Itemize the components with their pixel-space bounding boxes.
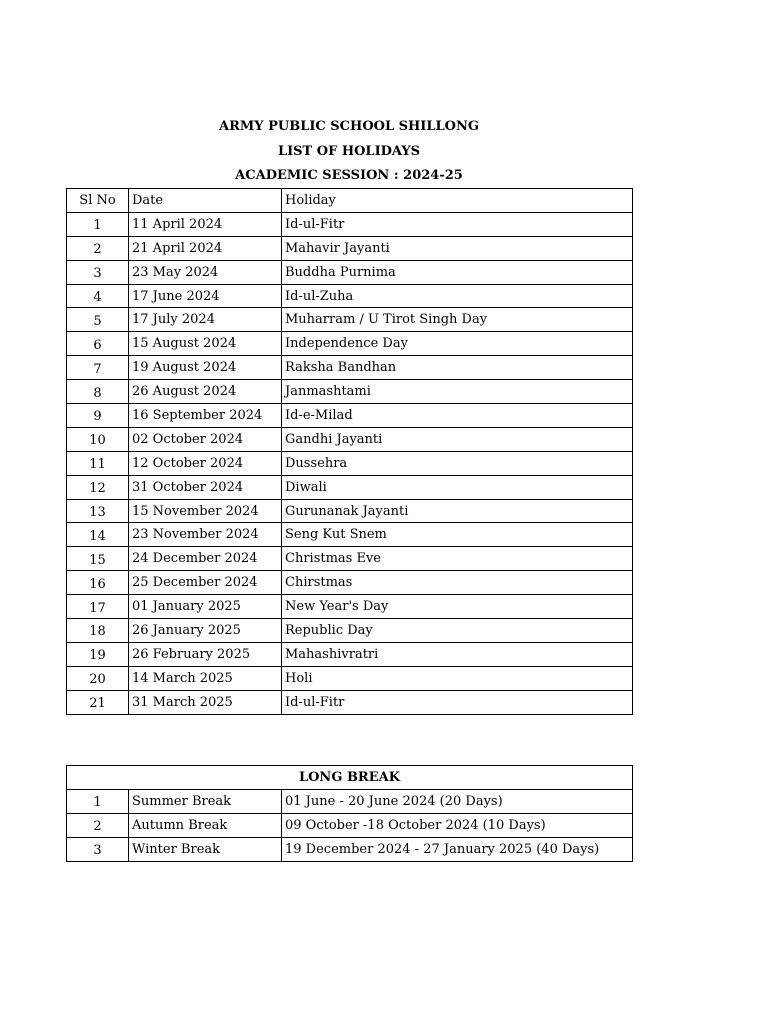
holiday-date: 19 August 2024 bbox=[129, 356, 282, 380]
long-break-name: Summer Break bbox=[129, 789, 282, 813]
holiday-row bbox=[67, 619, 633, 643]
school-name: ARMY PUBLIC SCHOOL SHILLONG bbox=[219, 119, 479, 134]
holiday-sl-no: 1 bbox=[67, 212, 129, 236]
holiday-sl-no: 2 bbox=[67, 236, 129, 260]
holiday-date: 26 February 2025 bbox=[129, 642, 282, 666]
holiday-name: Christmas Eve bbox=[282, 547, 633, 571]
holiday-sl-no: 6 bbox=[67, 332, 129, 356]
col-header-holiday: Holiday bbox=[282, 189, 633, 213]
holiday-name: Raksha Bandhan bbox=[282, 356, 633, 380]
holiday-row bbox=[67, 332, 633, 356]
holiday-table-header bbox=[67, 189, 633, 213]
holiday-name: Diwali bbox=[282, 475, 633, 499]
holiday-name: Muharram / U Tirot Singh Day bbox=[282, 308, 633, 332]
holiday-date: 26 January 2025 bbox=[129, 619, 282, 643]
holiday-row bbox=[67, 236, 633, 260]
holiday-row bbox=[67, 523, 633, 547]
holiday-row bbox=[67, 260, 633, 284]
holiday-name: Chirstmas bbox=[282, 571, 633, 595]
list-title: LIST OF HOLIDAYS bbox=[277, 144, 421, 159]
holiday-table bbox=[66, 188, 633, 715]
long-break-sl-no: 2 bbox=[67, 813, 129, 837]
holiday-sl-no: 17 bbox=[67, 595, 129, 619]
col-header-date: Date bbox=[129, 189, 282, 213]
long-break-sl-no: 3 bbox=[67, 837, 129, 861]
holiday-name: Gurunanak Jayanti bbox=[282, 499, 633, 523]
holiday-sl-no: 12 bbox=[67, 475, 129, 499]
holiday-sl-no: 21 bbox=[67, 690, 129, 714]
holiday-name: Gandhi Jayanti bbox=[282, 427, 633, 451]
holiday-date: 02 October 2024 bbox=[129, 427, 282, 451]
long-break-sl-no: 1 bbox=[67, 789, 129, 813]
holiday-date: 15 August 2024 bbox=[129, 332, 282, 356]
holiday-name: Mahashivratri bbox=[282, 642, 633, 666]
holiday-sl-no: 8 bbox=[67, 380, 129, 404]
holiday-name: Id-ul-Fitr bbox=[282, 212, 633, 236]
holiday-name: Holi bbox=[282, 666, 633, 690]
holiday-row bbox=[67, 308, 633, 332]
holiday-name: Id-ul-Zuha bbox=[282, 284, 633, 308]
holiday-sl-no: 13 bbox=[67, 499, 129, 523]
holiday-name: New Year's Day bbox=[282, 595, 633, 619]
holiday-date: 23 November 2024 bbox=[129, 523, 282, 547]
long-break-table bbox=[66, 765, 633, 862]
long-break-period: 09 October -18 October 2024 (10 Days) bbox=[282, 813, 633, 837]
holiday-row bbox=[67, 547, 633, 571]
holiday-date: 14 March 2025 bbox=[129, 666, 282, 690]
holiday-row bbox=[67, 404, 633, 428]
holiday-sl-no: 19 bbox=[67, 642, 129, 666]
holiday-date: 17 July 2024 bbox=[129, 308, 282, 332]
long-break-title: LONG BREAK bbox=[67, 766, 633, 790]
holiday-sl-no: 16 bbox=[67, 571, 129, 595]
holiday-row bbox=[67, 451, 633, 475]
academic-session: ACADEMIC SESSION : 2024-25 bbox=[235, 168, 463, 183]
holiday-sl-no: 4 bbox=[67, 284, 129, 308]
long-break-row bbox=[67, 813, 633, 837]
long-break-row bbox=[67, 837, 633, 861]
holiday-sl-no: 3 bbox=[67, 260, 129, 284]
holiday-date: 31 October 2024 bbox=[129, 475, 282, 499]
holiday-date: 24 December 2024 bbox=[129, 547, 282, 571]
holiday-name: Republic Day bbox=[282, 619, 633, 643]
holiday-name: Dussehra bbox=[282, 451, 633, 475]
holiday-row bbox=[67, 642, 633, 666]
holiday-date: 01 January 2025 bbox=[129, 595, 282, 619]
holiday-name: Independence Day bbox=[282, 332, 633, 356]
holiday-sl-no: 9 bbox=[67, 404, 129, 428]
holiday-row bbox=[67, 499, 633, 523]
long-break-row bbox=[67, 789, 633, 813]
holiday-sl-no: 20 bbox=[67, 666, 129, 690]
holiday-row bbox=[67, 690, 633, 714]
holiday-row bbox=[67, 571, 633, 595]
holiday-row bbox=[67, 212, 633, 236]
long-break-header bbox=[67, 766, 633, 790]
holiday-sl-no: 7 bbox=[67, 356, 129, 380]
holiday-row bbox=[67, 427, 633, 451]
holiday-date: 23 May 2024 bbox=[129, 260, 282, 284]
holiday-date: 21 April 2024 bbox=[129, 236, 282, 260]
holiday-date: 16 September 2024 bbox=[129, 404, 282, 428]
holiday-name: Seng Kut Snem bbox=[282, 523, 633, 547]
holiday-name: Id-e-Milad bbox=[282, 404, 633, 428]
holiday-sl-no: 5 bbox=[67, 308, 129, 332]
holiday-date: 26 August 2024 bbox=[129, 380, 282, 404]
long-break-name: Winter Break bbox=[129, 837, 282, 861]
holiday-date: 31 March 2025 bbox=[129, 690, 282, 714]
long-break-period: 19 December 2024 - 27 January 2025 (40 Days) bbox=[282, 837, 633, 861]
holiday-sl-no: 11 bbox=[67, 451, 129, 475]
long-break-name: Autumn Break bbox=[129, 813, 282, 837]
holiday-date: 11 April 2024 bbox=[129, 212, 282, 236]
holiday-sl-no: 15 bbox=[67, 547, 129, 571]
holiday-row bbox=[67, 595, 633, 619]
holiday-date: 15 November 2024 bbox=[129, 499, 282, 523]
long-break-period: 01 June - 20 June 2024 (20 Days) bbox=[282, 789, 633, 813]
holiday-sl-no: 14 bbox=[67, 523, 129, 547]
holiday-row bbox=[67, 380, 633, 404]
holiday-sl-no: 10 bbox=[67, 427, 129, 451]
holiday-name: Janmashtami bbox=[282, 380, 633, 404]
holiday-row bbox=[67, 284, 633, 308]
holiday-name: Mahavir Jayanti bbox=[282, 236, 633, 260]
holiday-date: 25 December 2024 bbox=[129, 571, 282, 595]
holiday-row bbox=[67, 356, 633, 380]
holiday-row bbox=[67, 475, 633, 499]
holiday-name: Id-ul-Fitr bbox=[282, 690, 633, 714]
holiday-row bbox=[67, 666, 633, 690]
col-header-sl-no: Sl No bbox=[67, 189, 129, 213]
holiday-sl-no: 18 bbox=[67, 619, 129, 643]
holiday-date: 12 October 2024 bbox=[129, 451, 282, 475]
holiday-date: 17 June 2024 bbox=[129, 284, 282, 308]
holiday-name: Buddha Purnima bbox=[282, 260, 633, 284]
